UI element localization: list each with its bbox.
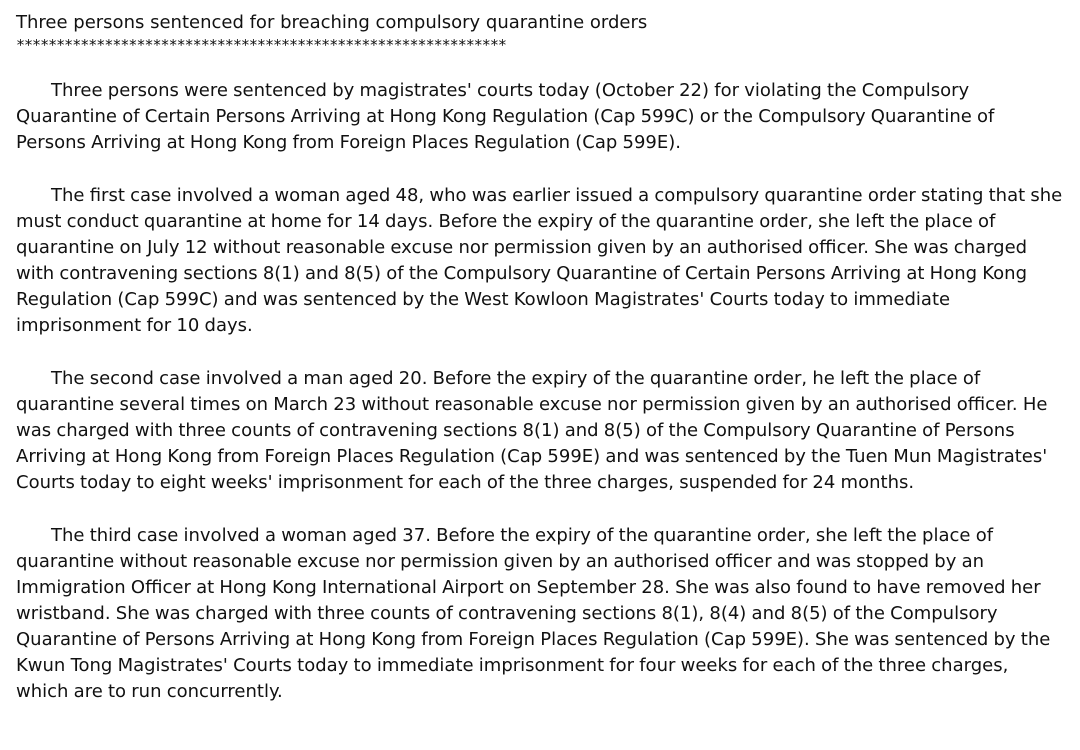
paragraph-first-case — [16, 183, 1064, 339]
paragraph-second-case — [16, 366, 1064, 496]
article-title: Three persons sentenced for breaching compulsory quarantine orders — [16, 12, 648, 33]
paragraph-intro — [16, 78, 1064, 156]
title-separator: ************************************************************* — [16, 36, 506, 54]
paragraph-text: The first case involved a woman aged 48, who was earlier issued a compulsory quarantine order stating that she must conduct quarantine at home for 14 days. Before the expiry of the quarantine order, she left the place of quarantine on July 12 without reasonable excuse nor permission given by an authorised officer. She was charged with contravening sections 8(1) and 8(5) of the Compulsory Quarantine of Certain Persons Arriving at Hong Kong Regulation (Cap 599C) and was sentenced by the West Kowloon Magistrates' Courts today to immediate imprisonment for 10 days. — [16, 185, 1063, 336]
paragraph-text: The second case involved a man aged 20. Before the expiry of the quarantine order, he left the place of quarantine several times on March 23 without reasonable excuse nor permission given by an authorised officer. He was charged with three counts of contravening sections 8(1) and 8(5) of the Compulsory Quarantine of Persons Arriving at Hong Kong from Foreign Places Regulation (Cap 599E) and was sentenced by the Tuen Mun Magistrates' Courts today to eight weeks' imprisonment for each of the three charges, suspended for 24 months. — [16, 368, 1048, 493]
paragraph-text: Three persons were sentenced by magistrates' courts today (October 22) for violating the Compulsory Quarantine of Certain Persons Arriving at Hong Kong Regulation (Cap 599C) or the Compulsory Quarantine of Persons Arriving at Hong Kong from Foreign Places Regulation (Cap 599E). — [16, 80, 995, 153]
paragraph-third-case — [16, 523, 1064, 705]
paragraph-text: The third case involved a woman aged 37. Before the expiry of the quarantine order, she left the place of quarantine without reasonable excuse nor permission given by an authorised officer and was stopped by an Immigration Officer at Hong Kong International Airport on September 28. She was also found to have removed her wristband. She was charged with three counts of contravening sections 8(1), 8(4) and 8(5) of the Compulsory Quarantine of Persons Arriving at Hong Kong from Foreign Places Regulation (Cap 599E). She was sentenced by the Kwun Tong Magistrates' Courts today to immediate imprisonment for four weeks for each of the three charges, which are to run concurrently. — [16, 525, 1051, 702]
